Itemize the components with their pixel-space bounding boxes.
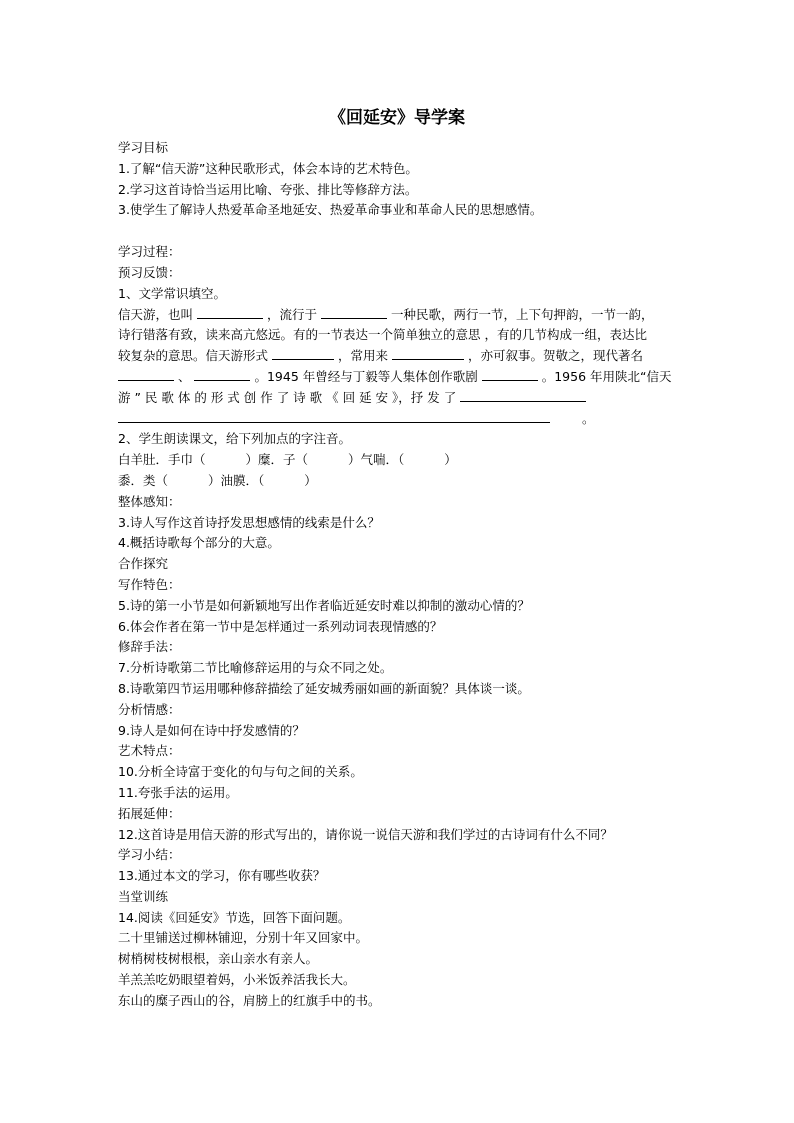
art-heading: 艺术特点： [118, 743, 181, 759]
poem-line-2: 树梢树枝树根根，亲山亲水有亲人。 [118, 951, 319, 967]
fill-blank[interactable] [118, 409, 550, 423]
fill-line-5: 游 ” 民 歌 体 的 形 式 创 作 了 诗 歌 《 回 延 安 》，抒 发 了 [118, 388, 678, 409]
fill-blank[interactable] [321, 305, 387, 319]
question-7: 7.分析诗歌第二节比喻修辞运用的与众不同之处。 [118, 660, 393, 676]
poem-line-1: 二十里铺送过柳林铺迎，分别十年又回家中。 [118, 930, 369, 946]
fill-blank[interactable] [118, 367, 174, 381]
practice-heading: 当堂训练 [118, 888, 169, 904]
question-10: 10.分析全诗富于变化的句与句之间的关系。 [118, 764, 363, 780]
fill-line-2: 诗行错落有致，读来高亢悠远。有的一节表达一个简单独立的意思 ，有的几节构成一组，表达比 [118, 327, 647, 343]
fill-blank[interactable] [194, 367, 250, 381]
goal-2: 2.学习这首诗恰当运用比喻、夸张、排比等修辞方法。 [118, 181, 418, 197]
question-3: 3.诗人写作这首诗抒发思想感情的线索是什么？ [118, 514, 380, 530]
document-body [118, 138, 678, 1012]
coop-heading: 合作探究 [118, 556, 169, 572]
fill-heading: 1、文学常识填空。 [118, 285, 226, 301]
fill-blank[interactable] [460, 388, 586, 402]
question-6: 6.体会作者在第一节中是怎样通过一系列动词表现情感的？ [118, 618, 443, 634]
question-4: 4.概括诗歌每个部分的大意。 [118, 535, 280, 551]
fill-blank[interactable] [392, 346, 464, 360]
fill-line-1: 信天游，也叫 ，流行于 一种民歌，两行一节，上下句押韵，一节一韵， [118, 306, 654, 322]
rhetoric-heading: 修辞手法： [118, 639, 181, 655]
fill-line-3: 较复杂的意思。信天游形式 ，常用来 ，亦可叙事。贺敬之，现代著名 [118, 348, 643, 364]
poem-line-3: 羊羔羔吃奶眼望着妈，小米饭养活我长大。 [118, 972, 356, 988]
emotion-heading: 分析情感： [118, 701, 181, 717]
goal-1: 1.了解“信天游”这种民歌形式，体会本诗的艺术特色。 [118, 160, 418, 176]
question-5: 5.诗的第一小节是如何新颖地写出作者临近延安时难以抑制的激动心情的？ [118, 597, 530, 613]
fill-line-4: 、 。1945 年曾经与丁毅等人集体创作歌剧 。1956 年用陕北“信天 [118, 367, 678, 388]
question-13: 13.通过本文的学习，你有哪些收获？ [118, 868, 326, 884]
question-14: 14.阅读《回延安》节选，回答下面问题。 [118, 909, 351, 925]
pinyin-line-1: 白羊肚．手巾（ ）糜．子（ ）气喘．（ ） [118, 452, 457, 468]
question-9: 9.诗人是如何在诗中抒发感情的？ [118, 722, 305, 738]
fill-blank[interactable] [272, 346, 334, 360]
pinyin-heading: 2、学生朗读课文，给下列加点的字注音。 [118, 431, 351, 447]
overall-heading: 整体感知： [118, 493, 181, 509]
poem-line-4: 东山的糜子西山的谷，肩膀上的红旗手中的书。 [118, 992, 381, 1008]
goals-heading: 学习目标 [118, 140, 169, 155]
summary-heading: 学习小结： [118, 847, 181, 863]
pinyin-line-2: 黍．类（ ）油膜．（ ） [118, 472, 317, 488]
question-8: 8.诗歌第四节运用哪种修辞描绘了延安城秀丽如画的新面貌？具体谈一谈。 [118, 680, 530, 696]
process-heading: 学习过程： [118, 244, 181, 260]
question-11: 11.夸张手法的运用。 [118, 784, 238, 800]
goal-3: 3.使学生了解诗人热爱革命圣地延安、热爱革命事业和革命人民的思想感情。 [118, 202, 543, 218]
fill-blank[interactable] [482, 367, 538, 381]
fill-line-6: 。 [118, 409, 678, 430]
question-12: 12.这首诗是用信天游的形式写出的，请你说一说信天游和我们学过的古诗词有什么不同？ [118, 826, 613, 842]
page-title: 《回延安》导学案 [329, 108, 465, 128]
extend-heading: 拓展延伸： [118, 805, 181, 821]
fill-blank[interactable] [197, 305, 263, 319]
preview-heading: 预习反馈： [118, 264, 181, 280]
writing-heading: 写作特色： [118, 576, 181, 592]
